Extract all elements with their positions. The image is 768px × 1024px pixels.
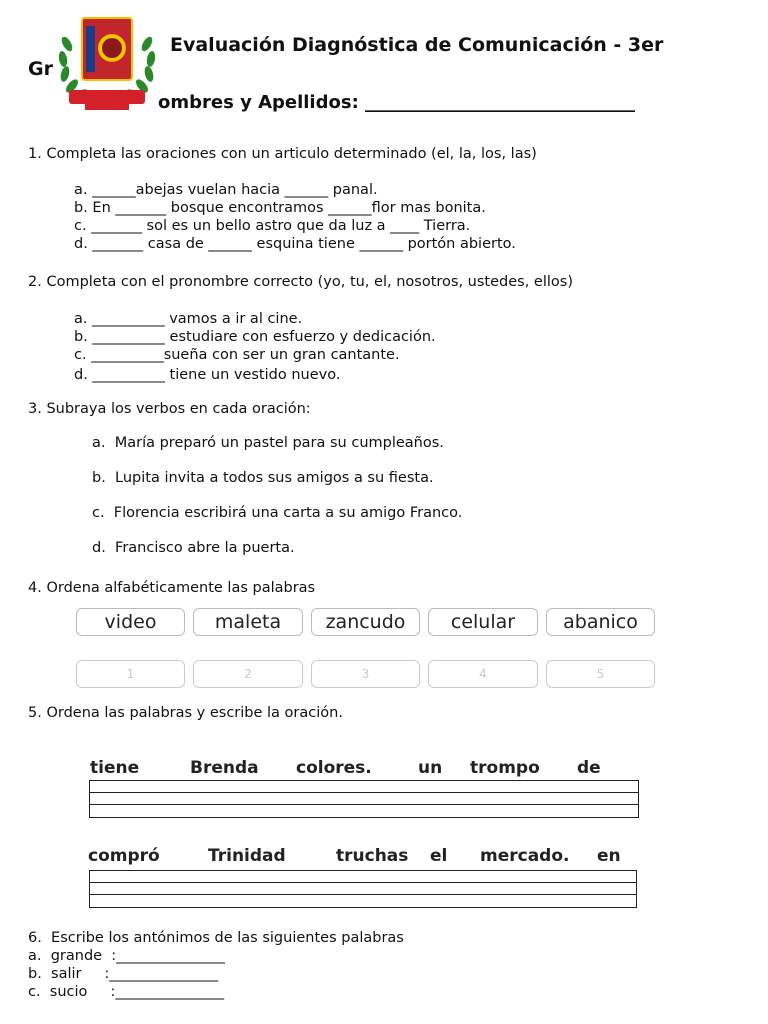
q6-item-c: c. sucio :_______________	[28, 984, 225, 1000]
scrambled-word: tiene	[90, 758, 140, 778]
word-box: video	[76, 608, 185, 636]
q1-item-d: d. _______ casa de ______ esquina tiene ______ portón abierto.	[74, 236, 516, 252]
q3-item-d: d. Francisco abre la puerta.	[92, 540, 295, 556]
q6-item-b: b. salir :_______________	[28, 966, 219, 982]
scrambled-word: un	[418, 758, 443, 778]
q6-prompt: 6. Escribe los antónimos de las siguientes palabras	[28, 930, 404, 946]
scrambled-word: el	[430, 846, 448, 866]
writing-lines-2[interactable]	[89, 870, 637, 908]
q4-prompt: 4. Ordena alfabéticamente las palabras	[28, 580, 316, 596]
scrambled-word: colores.	[296, 758, 372, 778]
q1-item-a: a. ______abejas vuelan hacia ______ panal.	[74, 182, 378, 198]
q1-item-b: b. En _______ bosque encontramos ______flor mas bonita.	[74, 200, 486, 216]
q3-item-c: c. Florencia escribirá una carta a su amigo Franco.	[92, 505, 463, 521]
answer-box[interactable]: 1	[76, 660, 185, 688]
word-box: celular	[428, 608, 538, 636]
q2-item-c: c. __________sueña con ser un gran cantante.	[74, 347, 400, 363]
scrambled-word: Brenda	[190, 758, 259, 778]
q1-item-c: c. _______ sol es un bello astro que da luz a ____ Tierra.	[74, 218, 471, 234]
scrambled-word: truchas	[336, 846, 409, 866]
answer-box[interactable]: 4	[428, 660, 538, 688]
scrambled-word: de	[577, 758, 601, 778]
page-title-continuation: Gr	[28, 58, 53, 80]
writing-lines-1[interactable]	[89, 780, 639, 818]
answer-box[interactable]: 3	[311, 660, 420, 688]
q3-prompt: 3. Subraya los verbos en cada oración:	[28, 401, 311, 417]
page-title: Evaluación Diagnóstica de Comunicación - 3er	[170, 34, 664, 56]
scrambled-word: en	[597, 846, 621, 866]
answer-box[interactable]: 5	[546, 660, 655, 688]
word-box: maleta	[193, 608, 303, 636]
word-box: abanico	[546, 608, 655, 636]
q2-prompt: 2. Completa con el pronombre correcto (yo, tu, el, nosotros, ustedes, ellos)	[28, 274, 573, 290]
scrambled-word: Trinidad	[208, 846, 286, 866]
q5-prompt: 5. Ordena las palabras y escribe la oración.	[28, 705, 343, 721]
q6-item-a: a. grande :_______________	[28, 948, 225, 964]
scrambled-word: mercado.	[480, 846, 570, 866]
q2-item-a: a. __________ vamos a ir al cine.	[74, 311, 303, 327]
word-box: zancudo	[311, 608, 420, 636]
q3-item-b: b. Lupita invita a todos sus amigos a su fiesta.	[92, 470, 434, 486]
name-field-label: ombres y Apellidos: ______________________________	[158, 92, 636, 113]
q3-item-a: a. María preparó un pastel para su cumpleaños.	[92, 435, 444, 451]
answer-box[interactable]: 2	[193, 660, 303, 688]
q2-item-d: d. __________ tiene un vestido nuevo.	[74, 367, 341, 383]
scrambled-word: trompo	[470, 758, 540, 778]
school-logo	[55, 14, 159, 118]
q2-item-b: b. __________ estudiare con esfuerzo y dedicación.	[74, 329, 436, 345]
scrambled-word: compró	[88, 846, 160, 866]
q1-prompt: 1. Completa las oraciones con un articulo determinado (el, la, los, las)	[28, 146, 537, 162]
